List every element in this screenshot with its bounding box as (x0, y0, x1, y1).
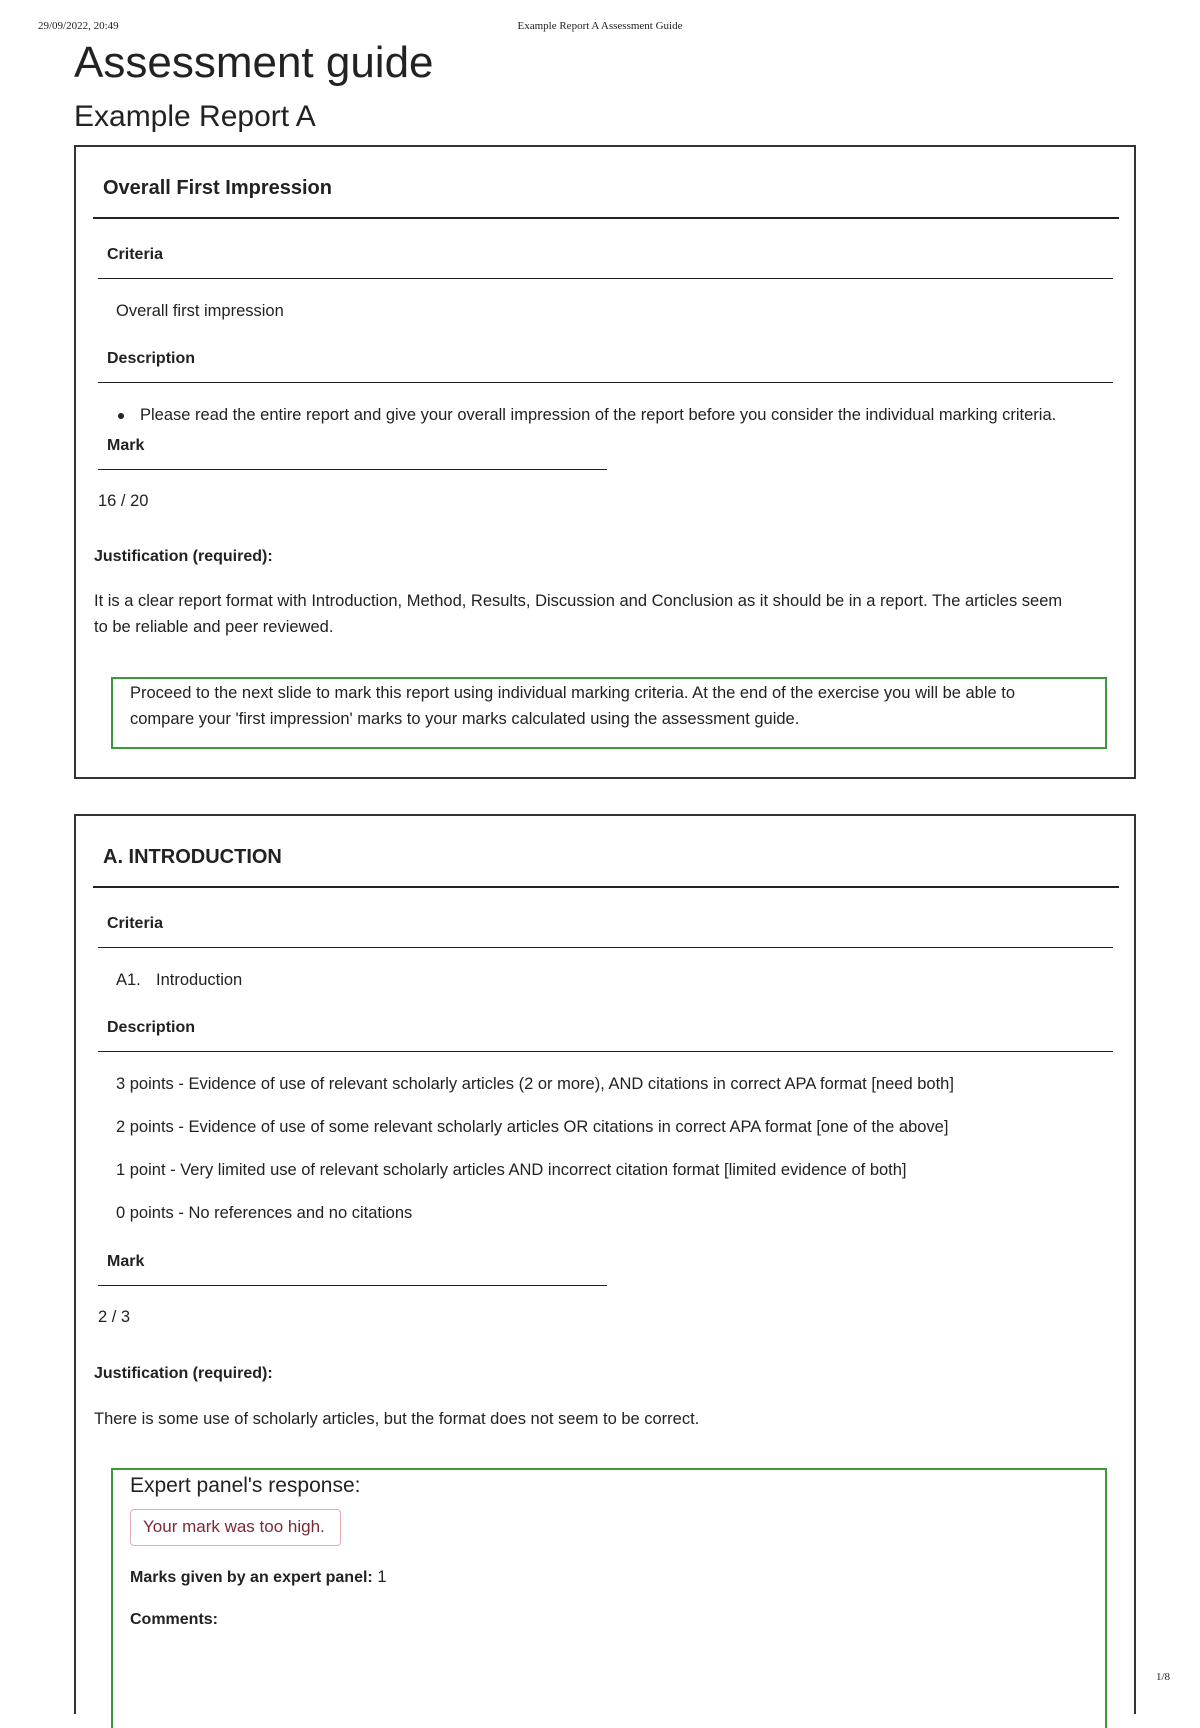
divider (98, 382, 1113, 383)
divider (98, 469, 607, 470)
divider (98, 1051, 1113, 1052)
justification-label: Justification (required): (94, 1365, 273, 1382)
first-impression-panel (74, 145, 1136, 779)
criteria-text: Overall first impression (116, 302, 284, 320)
mark-value: 16 / 20 (98, 492, 149, 510)
print-doc-title: Example Report A Assessment Guide (517, 20, 683, 32)
bullet-icon (118, 413, 124, 419)
notice-line-1: Proceed to the next slide to mark this report using individual marking criteria. At the end of the exercise you will be able to (130, 684, 1016, 702)
description-label: Description (107, 1019, 196, 1036)
page-title: Assessment guide (74, 38, 434, 87)
expert-marks-label: Marks given by an expert panel: (130, 1569, 373, 1586)
criteria-label: Criteria (107, 915, 164, 932)
description-bullet: Please read the entire report and give your overall impression of the report before you consider the individual marking criteria. (140, 406, 1057, 424)
comments-label: Comments: (130, 1611, 219, 1628)
section-heading: A. INTRODUCTION (103, 846, 282, 868)
scoring-level: 2 points - Evidence of use of some relevant scholarly articles OR citations in correct APA format [one of the above] (116, 1118, 949, 1136)
criteria-text: Introduction (156, 971, 243, 989)
scoring-level: 1 point - Very limited use of relevant scholarly articles AND incorrect citation format [limited evidence of both] (116, 1161, 907, 1179)
print-header (38, 20, 1162, 36)
page-subtitle: Example Report A (74, 100, 316, 133)
section-heading: Overall First Impression (103, 177, 332, 199)
mark-label: Mark (107, 1253, 145, 1270)
justification-line-2: to be reliable and peer reviewed. (94, 618, 334, 636)
page-number: 1/8 (1155, 1671, 1170, 1683)
divider (93, 886, 1119, 888)
scoring-level: 0 points - No references and no citations (116, 1204, 413, 1222)
mark-too-high-alert: Your mark was too high. (130, 1509, 341, 1546)
justification-text: There is some use of scholarly articles, but the format does not seem to be correct. (94, 1410, 700, 1428)
expert-marks-value: 1 (377, 1568, 387, 1586)
divider (98, 278, 1113, 279)
divider (98, 1285, 607, 1286)
print-datetime: 29/09/2022, 20:49 (38, 20, 119, 32)
criteria-number: A1. (116, 971, 141, 989)
scoring-level: 3 points - Evidence of use of relevant scholarly articles (2 or more), AND citations in correct APA format [need both] (116, 1075, 954, 1093)
description-label: Description (107, 350, 196, 367)
next-slide-notice (111, 677, 1107, 749)
mark-label: Mark (107, 437, 145, 454)
expert-panel-response (111, 1468, 1107, 1728)
expert-marks-row (130, 1568, 387, 1587)
mark-value: 2 / 3 (98, 1308, 131, 1326)
criteria-label: Criteria (107, 246, 164, 263)
justification-label: Justification (required): (94, 548, 273, 565)
introduction-panel (74, 814, 1136, 1714)
divider (93, 217, 1119, 219)
divider (98, 947, 1113, 948)
notice-line-2: compare your 'first impression' marks to your marks calculated using the assessment guide. (130, 710, 800, 728)
expert-heading: Expert panel's response: (130, 1474, 361, 1497)
justification-line-1: It is a clear report format with Introduction, Method, Results, Discussion and Conclusion as it should be in a report. The articles seem (94, 592, 1063, 610)
